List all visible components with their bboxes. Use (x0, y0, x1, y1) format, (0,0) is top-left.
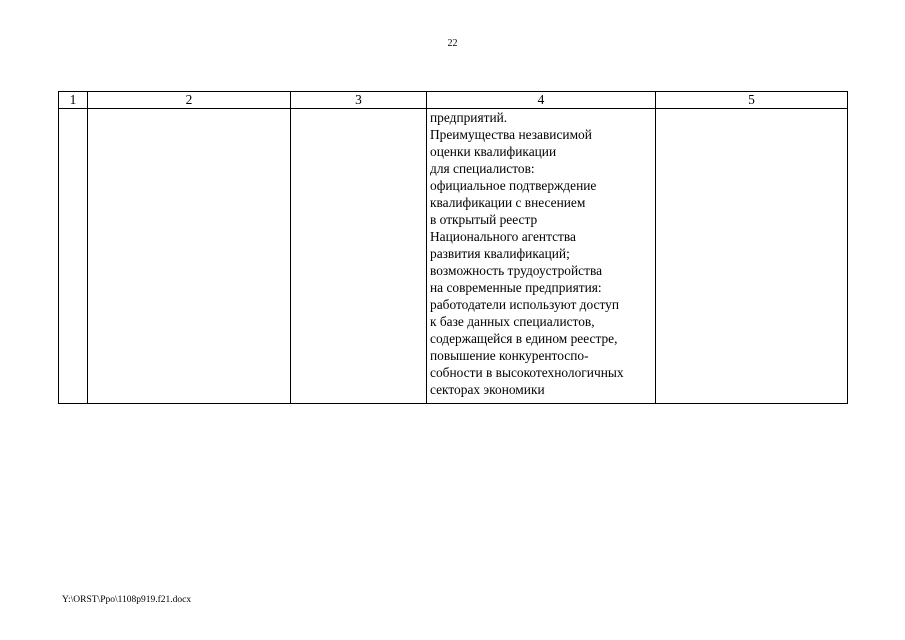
cell-col-1 (59, 109, 88, 404)
cell-text-line: содержащейся в едином реестре, (430, 331, 618, 346)
cell-text-line: работодатели используют доступ (430, 297, 619, 312)
cell-text-line: к базе данных специалистов, (430, 314, 595, 329)
cell-text-line: повышение конкурентоспо- (430, 348, 589, 363)
column-header-3: 3 (291, 92, 427, 109)
column-header-1: 1 (59, 92, 88, 109)
cell-text-line: на современные предприятия: (430, 280, 602, 295)
table-header-row (59, 92, 848, 109)
cell-text-line: собности в высокотехнологичных (430, 365, 624, 380)
cell-text-line: Национального агентства (430, 229, 576, 244)
cell-text-line: в открытый реестр (430, 212, 538, 227)
column-header-4: 4 (427, 92, 656, 109)
cell-text-line: официальное подтверждение (430, 178, 597, 193)
cell-col-4 (427, 109, 656, 404)
cell-col-3 (291, 109, 427, 404)
column-header-2: 2 (88, 92, 291, 109)
cell-text-line: оценки квалификации (430, 144, 557, 159)
page-number: 22 (447, 38, 458, 49)
table-row (59, 109, 848, 404)
cell-text-line: для специалистов: (430, 161, 535, 176)
cell-text-line: Преимущества независимой (430, 127, 592, 142)
cell-col-4-text (427, 109, 655, 398)
column-header-5: 5 (656, 92, 848, 109)
cell-text-line: квалификации с внесением (430, 195, 586, 210)
cell-col-5 (656, 109, 848, 404)
cell-col-2 (88, 109, 291, 404)
document-table (58, 91, 848, 404)
footer-file-path: Y:\ORST\Ppo\1108p919.f21.docx (62, 595, 192, 605)
cell-text-line: развития квалификаций; (430, 246, 570, 261)
cell-text-line: возможность трудоустройства (430, 263, 603, 278)
cell-text-line: предприятий. (430, 110, 508, 125)
cell-text-line: секторах экономики (430, 382, 545, 397)
